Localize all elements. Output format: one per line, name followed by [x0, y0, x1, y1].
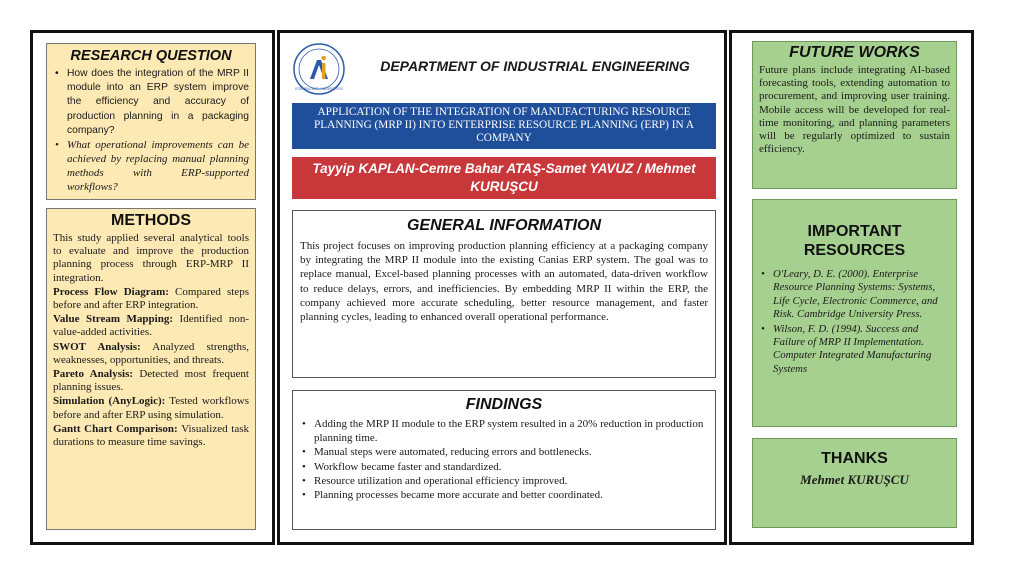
method-item	[53, 313, 249, 339]
methods-box	[46, 208, 256, 530]
finding-item: • Manual steps were automated, reducing errors and bottlenecks.	[300, 445, 708, 459]
logo-text: İSTANBUL AREL ÜNİVERSİTESİ	[295, 87, 343, 91]
method-label: Value Stream Mapping:	[53, 313, 174, 326]
findings-heading: FINDINGS	[465, 396, 543, 413]
future-works-heading: FUTURE WORKS	[789, 44, 920, 61]
university-logo	[293, 43, 345, 95]
method-item	[53, 395, 249, 421]
center-panel	[277, 30, 727, 545]
method-label: Process Flow Diagram:	[53, 285, 169, 298]
finding-item: • Resource utilization and operational efficiency improved.	[300, 474, 708, 488]
resource-item: • O'Leary, D. E. (2000). Enterprise Resource Planning Systems: Systems, Life Cycle, Electronic Commerce, and Risk. Cambridge University Press.	[759, 268, 950, 322]
research-question-item: • How does the integration of the MRP II module into an ERP system improve the efficiency and accuracy of production planning in a packaging company?	[53, 67, 249, 138]
thanks-heading: THANKS	[821, 450, 888, 467]
methods-heading: METHODS	[111, 212, 191, 229]
finding-item: • Adding the MRP II module to the ERP system resulted in a 20% reduction in production planning time.	[300, 417, 708, 445]
method-desc: Identified non-value-added activities.	[53, 313, 249, 339]
left-panel	[30, 30, 275, 545]
method-label: Pareto Analysis:	[53, 368, 134, 381]
general-information-box	[292, 210, 716, 378]
methods-intro: This study applied several analytical tools to evaluate and improve the production planning process through ERP-MRP II integration.	[53, 232, 249, 284]
resource-item: • Wilson, F. D. (1994). Success and Failure of MRP II Implementation. Computer Integrated Manufacturing Systems	[759, 323, 950, 377]
method-label: Gantt Chart Comparison:	[53, 422, 178, 435]
method-item	[53, 423, 249, 449]
method-desc: Visualized task durations to measure time savings.	[53, 422, 249, 449]
thanks-name: Mehmet KURUŞCU	[800, 472, 909, 487]
important-resources-heading: IMPORTANT RESOURCES	[803, 223, 906, 259]
resources-list	[759, 268, 950, 376]
finding-item: • Workflow became faster and standardized.	[300, 460, 708, 474]
research-question-box	[46, 43, 256, 200]
method-label: Simulation (AnyLogic):	[53, 395, 166, 408]
finding-item: • Planning processes became more accurate and better coordinated.	[300, 488, 708, 502]
method-desc: Detected most frequent planning issues.	[53, 368, 249, 394]
authors-banner: Tayyip KAPLAN-Cemre Bahar ATAŞ-Samet YAVUZ / Mehmet KURUŞCU	[292, 157, 716, 199]
future-works-box	[752, 41, 957, 189]
research-question-heading: RESEARCH QUESTION	[70, 48, 232, 64]
project-title: APPLICATION OF THE INTEGRATION OF MANUFACTURING RESOURCE PLANNING (MRP II) INTO ENTERPRISE RESOURCE PLANNING (ERP) IN A COMPANY	[292, 103, 716, 149]
findings-box	[292, 390, 716, 530]
method-desc: Analyzed strengths, weaknesses, opportunities, and threats.	[53, 340, 249, 366]
future-works-text: Future plans include integrating AI-based forecasting tools, extending automation to procurement, and improving user training. Mobile access will be developed for real-time monitoring, and planning parameters will be regularly optimized to sustain efficiency.	[759, 64, 950, 156]
thanks-box	[752, 438, 957, 528]
general-information-heading: GENERAL INFORMATION	[406, 217, 602, 234]
important-resources-box	[752, 199, 957, 427]
research-question-item: • What operational improvements can be achieved by replacing manual planning methods with ERP-supported workflows?	[53, 138, 249, 194]
method-item	[53, 286, 249, 312]
findings-list	[300, 417, 708, 502]
general-information-text: This project focuses on improving production planning efficiency at a packaging company by integrating the MRP II module into the existing Canias ERP system. The goal was to replace manual, Excel-based planning processes with an automated, data-driven workflow to reduce delays, errors, and inefficiencies. By embedding MRP II within the ERP, the company achieved more accurate scheduling, better resource management, and faster planning cycles, leading to enhanced overall operational performance.	[300, 240, 708, 324]
department-title: DEPARTMENT OF INDUSTRIAL ENGINEERING	[380, 58, 690, 74]
method-item	[53, 368, 249, 394]
method-label: SWOT Analysis:	[53, 340, 141, 353]
methods-text	[53, 232, 249, 449]
method-item	[53, 341, 249, 367]
method-desc: Tested workflows before and after ERP using simulation.	[53, 395, 249, 421]
research-question-list	[53, 67, 249, 194]
right-panel	[729, 30, 974, 545]
method-desc: Compared steps before and after ERP integration.	[53, 285, 249, 312]
